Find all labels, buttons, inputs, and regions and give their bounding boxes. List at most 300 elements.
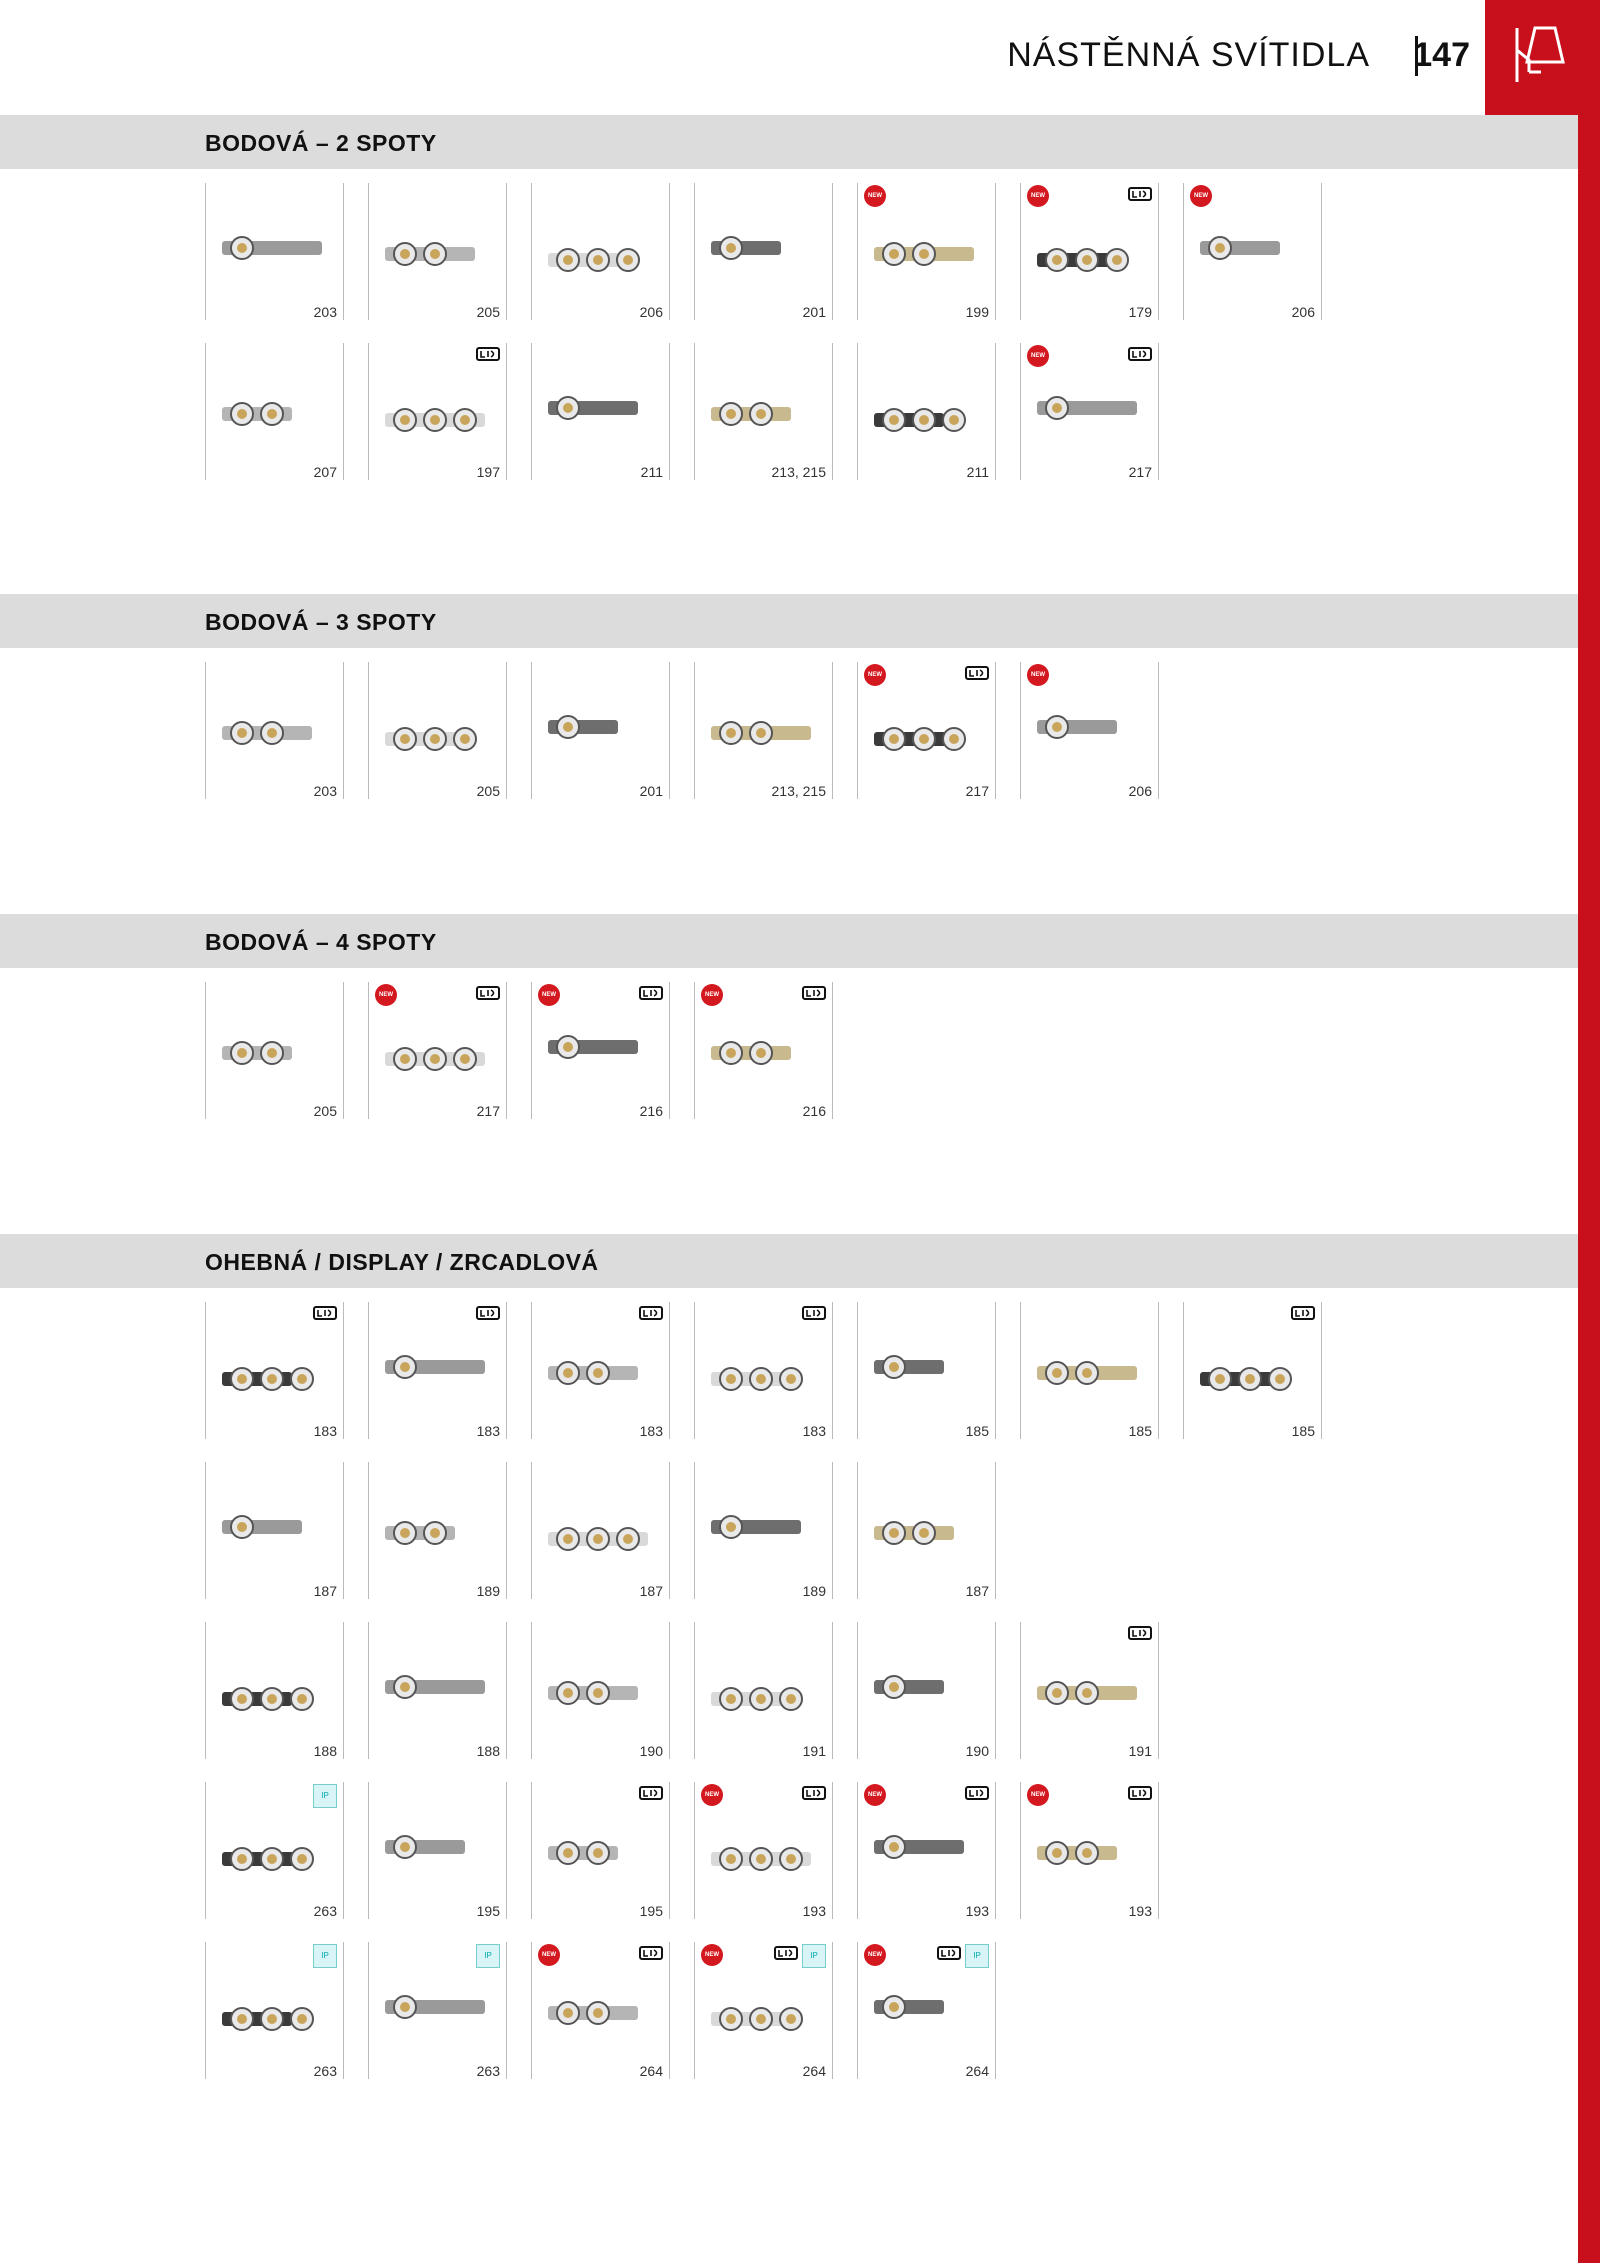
new-badge-icon: NEW [1190, 185, 1212, 207]
ip-rating-label: IP [810, 1951, 818, 1960]
product-image [1027, 1640, 1153, 1735]
page-reference: 179 [1128, 304, 1152, 320]
new-badge-icon: NEW [864, 1944, 886, 1966]
page-reference: 205 [313, 1103, 337, 1119]
product-card[interactable] [1020, 183, 1159, 320]
product-image [212, 1000, 338, 1095]
spot-lens [237, 1048, 247, 1058]
spot-lens [949, 415, 959, 425]
product-image [212, 680, 338, 775]
ip-rating-icon [313, 1944, 337, 1968]
product-card[interactable] [205, 1942, 344, 2079]
led-icon [1128, 1786, 1152, 1800]
product-image [212, 361, 338, 456]
spot-lens [1052, 403, 1062, 413]
spot-lens [563, 722, 573, 732]
spot-lens [1052, 1848, 1062, 1858]
product-image [375, 680, 501, 775]
page-reference: 189 [476, 1583, 500, 1599]
ip-rating-icon [476, 1944, 500, 1968]
spot-lens [267, 1048, 277, 1058]
spot-lens [400, 1842, 410, 1852]
spot-lens [267, 409, 277, 419]
page-reference: 264 [802, 2063, 826, 2079]
new-badge-icon: NEW [1027, 1784, 1049, 1806]
spot-lens [1275, 1374, 1285, 1384]
product-card[interactable] [694, 183, 833, 320]
product-card[interactable] [857, 1462, 996, 1599]
product-image [375, 1000, 501, 1095]
spot-lens [297, 1854, 307, 1864]
product-card[interactable] [1020, 343, 1159, 480]
new-badge-icon: NEW [375, 984, 397, 1006]
product-card[interactable] [1020, 1302, 1159, 1439]
product-image [701, 1320, 827, 1415]
spot-lens [1082, 1848, 1092, 1858]
ip-rating-label: IP [973, 1951, 981, 1960]
product-card[interactable] [857, 1302, 996, 1439]
product-card[interactable] [857, 1942, 996, 2079]
spot-lens [297, 1374, 307, 1384]
product-card[interactable] [368, 183, 507, 320]
led-icon [1128, 187, 1152, 201]
spot-lens [460, 1054, 470, 1064]
product-image [864, 201, 990, 296]
product-card[interactable] [205, 183, 344, 320]
product-image [538, 361, 664, 456]
product-image [538, 201, 664, 296]
product-image [212, 201, 338, 296]
product-card[interactable] [694, 343, 833, 480]
product-image [864, 1320, 990, 1415]
section-header [0, 594, 1578, 648]
led-icon [313, 1306, 337, 1320]
spot-lens [237, 1854, 247, 1864]
spot-lens [430, 1054, 440, 1064]
product-card[interactable] [531, 1942, 670, 2079]
spot-lens [593, 1534, 603, 1544]
ip-rating-label: IP [321, 1791, 329, 1800]
spot-lens [400, 1682, 410, 1692]
page-reference: 203 [313, 304, 337, 320]
product-image [1027, 680, 1153, 775]
product-image [1027, 361, 1153, 456]
spot-lens [563, 1848, 573, 1858]
product-image [1027, 201, 1153, 296]
spot-lens [1052, 1688, 1062, 1698]
page-reference: 187 [313, 1583, 337, 1599]
product-image [864, 361, 990, 456]
wall-lamp-icon [1507, 20, 1577, 90]
page-reference: 193 [802, 1903, 826, 1919]
new-badge-icon: NEW [1027, 185, 1049, 207]
spot-lens [430, 249, 440, 259]
led-icon [965, 666, 989, 680]
product-card[interactable] [368, 1622, 507, 1759]
new-badge-icon: NEW [864, 664, 886, 686]
spot-lens [756, 1854, 766, 1864]
product-image [864, 1960, 990, 2055]
product-card[interactable] [368, 1462, 507, 1599]
new-badge-icon: NEW [538, 1944, 560, 1966]
spot-lens [267, 728, 277, 738]
product-card[interactable] [205, 1462, 344, 1599]
new-badge-icon: NEW [864, 1784, 886, 1806]
product-card[interactable] [531, 982, 670, 1119]
page-number: 147 [1413, 36, 1470, 74]
page-reference: 183 [802, 1423, 826, 1439]
product-image [1190, 201, 1316, 296]
spot-lens [1082, 255, 1092, 265]
product-image [375, 201, 501, 296]
product-card[interactable] [368, 1942, 507, 2079]
new-badge-icon: NEW [864, 185, 886, 207]
spot-lens [400, 415, 410, 425]
spot-lens [726, 1522, 736, 1532]
product-image [864, 1800, 990, 1895]
page-reference: 206 [1128, 783, 1152, 799]
product-card[interactable] [694, 982, 833, 1119]
product-image [375, 1320, 501, 1415]
spot-lens [1215, 243, 1225, 253]
page-reference: 183 [476, 1423, 500, 1439]
spot-lens [623, 1534, 633, 1544]
section-header [0, 115, 1578, 169]
product-image [864, 1480, 990, 1575]
product-card[interactable] [531, 1302, 670, 1439]
page-reference: 217 [965, 783, 989, 799]
product-card[interactable] [205, 1622, 344, 1759]
spot-lens [1082, 1688, 1092, 1698]
page-reference: 263 [313, 1903, 337, 1919]
spot-lens [400, 734, 410, 744]
spot-lens [297, 2014, 307, 2024]
product-card[interactable] [531, 662, 670, 799]
page-reference: 211 [966, 464, 989, 480]
product-card[interactable] [694, 1622, 833, 1759]
product-card[interactable] [205, 343, 344, 480]
spot-lens [593, 1848, 603, 1858]
page-reference: 217 [476, 1103, 500, 1119]
page-reference: 264 [639, 2063, 663, 2079]
product-image [701, 361, 827, 456]
spot-lens [726, 2014, 736, 2024]
section-header [0, 1234, 1578, 1288]
spot-lens [786, 2014, 796, 2024]
section-title: BODOVÁ – 2 SPOTY [205, 130, 437, 156]
spot-lens [1052, 255, 1062, 265]
spot-lens [267, 1854, 277, 1864]
page-reference: 187 [965, 1583, 989, 1599]
product-image [701, 1800, 827, 1895]
led-icon [476, 986, 500, 1000]
page-reference: 195 [639, 1903, 663, 1919]
page-reference: 205 [476, 783, 500, 799]
page-reference: 197 [476, 464, 500, 480]
spot-lens [430, 1528, 440, 1538]
spot-lens [1215, 1374, 1225, 1384]
spot-lens [756, 2014, 766, 2024]
spot-lens [460, 415, 470, 425]
page-reference: 190 [965, 1743, 989, 1759]
page-reference: 201 [802, 304, 826, 320]
new-badge-icon: NEW [1027, 664, 1049, 686]
spot-lens [237, 728, 247, 738]
spot-lens [267, 2014, 277, 2024]
product-image [212, 1640, 338, 1735]
spot-lens [563, 2008, 573, 2018]
spot-lens [726, 409, 736, 419]
product-image [701, 1480, 827, 1575]
product-image [1190, 1320, 1316, 1415]
page-reference: 183 [313, 1423, 337, 1439]
spot-lens [889, 1528, 899, 1538]
product-image [864, 680, 990, 775]
product-image [375, 1640, 501, 1735]
spot-lens [726, 1854, 736, 1864]
led-icon [639, 1306, 663, 1320]
spot-lens [1082, 1368, 1092, 1378]
spot-lens [267, 1694, 277, 1704]
product-card[interactable] [368, 1302, 507, 1439]
product-card[interactable] [857, 343, 996, 480]
product-card[interactable] [857, 183, 996, 320]
spot-lens [756, 1048, 766, 1058]
spot-lens [563, 403, 573, 413]
page-reference: 188 [313, 1743, 337, 1759]
ip-rating-icon [802, 1944, 826, 1968]
product-card[interactable] [1020, 1782, 1159, 1919]
product-card[interactable] [205, 662, 344, 799]
product-card[interactable] [531, 183, 670, 320]
product-card[interactable] [1020, 662, 1159, 799]
spot-lens [919, 415, 929, 425]
led-icon [965, 1786, 989, 1800]
new-badge-icon: NEW [701, 984, 723, 1006]
spot-lens [237, 2014, 247, 2024]
spot-lens [889, 1842, 899, 1852]
product-image [375, 1960, 501, 2055]
spot-lens [400, 1528, 410, 1538]
spot-lens [400, 249, 410, 259]
section-header [0, 914, 1578, 968]
page-reference: 213, 215 [771, 783, 826, 799]
product-card[interactable] [1183, 1302, 1322, 1439]
product-card[interactable] [1020, 1622, 1159, 1759]
page-reference: 185 [1128, 1423, 1152, 1439]
led-icon [476, 1306, 500, 1320]
led-icon [1128, 1626, 1152, 1640]
spot-lens [726, 728, 736, 738]
led-icon [639, 986, 663, 1000]
led-icon [639, 1786, 663, 1800]
product-image [212, 1960, 338, 2055]
spot-lens [623, 255, 633, 265]
page-reference: 213, 215 [771, 464, 826, 480]
product-image [864, 1640, 990, 1735]
product-card[interactable] [694, 1942, 833, 2079]
led-icon [1128, 347, 1152, 361]
spot-lens [237, 1522, 247, 1532]
spot-lens [889, 734, 899, 744]
page-reference: 183 [639, 1423, 663, 1439]
product-image [538, 1640, 664, 1735]
product-image [212, 1320, 338, 1415]
red-edge-bar [1578, 0, 1600, 2263]
spot-lens [889, 249, 899, 259]
spot-lens [1052, 1368, 1062, 1378]
spot-lens [949, 734, 959, 744]
page-reference: 264 [965, 2063, 989, 2079]
spot-lens [593, 1368, 603, 1378]
page-reference: 190 [639, 1743, 663, 1759]
page-reference: 203 [313, 783, 337, 799]
spot-lens [400, 1054, 410, 1064]
page-reference: 205 [476, 304, 500, 320]
product-card[interactable] [531, 1622, 670, 1759]
ip-rating-label: IP [484, 1951, 492, 1960]
product-card[interactable] [857, 1622, 996, 1759]
page-reference: 193 [965, 1903, 989, 1919]
spot-lens [1245, 1374, 1255, 1384]
product-image [212, 1480, 338, 1575]
product-image [538, 1000, 664, 1095]
page-reference: 211 [640, 464, 663, 480]
new-badge-icon: NEW [701, 1784, 723, 1806]
spot-lens [786, 1374, 796, 1384]
page-reference: 185 [1291, 1423, 1315, 1439]
page-reference: 201 [639, 783, 663, 799]
product-card[interactable] [857, 662, 996, 799]
spot-lens [919, 734, 929, 744]
page-reference: 199 [965, 304, 989, 320]
spot-lens [726, 1374, 736, 1384]
spot-lens [889, 1682, 899, 1692]
spot-lens [889, 415, 899, 425]
page-reference: 195 [476, 1903, 500, 1919]
spot-lens [237, 243, 247, 253]
product-card[interactable] [368, 343, 507, 480]
led-icon [639, 1946, 663, 1960]
ip-rating-label: IP [321, 1951, 329, 1960]
product-image [212, 1800, 338, 1895]
spot-lens [297, 1694, 307, 1704]
product-card[interactable] [1183, 183, 1322, 320]
product-image [538, 680, 664, 775]
spot-lens [1112, 255, 1122, 265]
led-icon [802, 1306, 826, 1320]
product-image [375, 1480, 501, 1575]
product-card[interactable] [531, 1782, 670, 1919]
led-icon [937, 1946, 961, 1960]
page-reference: 263 [476, 2063, 500, 2079]
spot-lens [919, 1528, 929, 1538]
product-image [701, 680, 827, 775]
page-reference: 216 [802, 1103, 826, 1119]
product-card[interactable] [857, 1782, 996, 1919]
spot-lens [756, 409, 766, 419]
product-card[interactable] [531, 343, 670, 480]
section-title: OHEBNÁ / DISPLAY / ZRCADLOVÁ [205, 1249, 599, 1275]
led-icon [774, 1946, 798, 1960]
spot-lens [593, 255, 603, 265]
product-card[interactable] [368, 982, 507, 1119]
product-card[interactable] [205, 1782, 344, 1919]
product-card[interactable] [694, 1462, 833, 1599]
spot-lens [786, 1854, 796, 1864]
page-reference: 191 [1128, 1743, 1152, 1759]
product-card[interactable] [368, 1782, 507, 1919]
spot-lens [400, 2002, 410, 2012]
product-card[interactable] [368, 662, 507, 799]
spot-lens [400, 1362, 410, 1372]
spot-lens [756, 728, 766, 738]
page-reference: 216 [639, 1103, 663, 1119]
product-image [701, 1640, 827, 1735]
spot-lens [919, 249, 929, 259]
product-image [701, 201, 827, 296]
ip-rating-icon [965, 1944, 989, 1968]
section-title: BODOVÁ – 3 SPOTY [205, 609, 437, 635]
product-image [538, 1480, 664, 1575]
page-reference: 191 [802, 1743, 826, 1759]
page-reference: 263 [313, 2063, 337, 2079]
page-reference: 185 [965, 1423, 989, 1439]
product-image [538, 1960, 664, 2055]
spot-lens [460, 734, 470, 744]
spot-lens [726, 1048, 736, 1058]
product-card[interactable] [205, 982, 344, 1119]
spot-lens [593, 1688, 603, 1698]
product-image [701, 1960, 827, 2055]
page-reference: 188 [476, 1743, 500, 1759]
product-image [538, 1320, 664, 1415]
spot-lens [563, 1368, 573, 1378]
spot-lens [267, 1374, 277, 1384]
spot-lens [756, 1374, 766, 1384]
spot-lens [563, 1534, 573, 1544]
product-card[interactable] [205, 1302, 344, 1439]
page-reference: 193 [1128, 1903, 1152, 1919]
led-icon [802, 1786, 826, 1800]
led-icon [476, 347, 500, 361]
product-image [1027, 1800, 1153, 1895]
spot-lens [889, 1362, 899, 1372]
led-icon [1291, 1306, 1315, 1320]
product-card[interactable] [694, 1302, 833, 1439]
spot-lens [1052, 722, 1062, 732]
product-image [701, 1000, 827, 1095]
product-card[interactable] [531, 1462, 670, 1599]
page-reference: 217 [1128, 464, 1152, 480]
product-card[interactable] [694, 1782, 833, 1919]
page-reference: 207 [313, 464, 337, 480]
product-card[interactable] [694, 662, 833, 799]
spot-lens [593, 2008, 603, 2018]
spot-lens [563, 1688, 573, 1698]
led-icon [802, 986, 826, 1000]
product-image [538, 1800, 664, 1895]
page-reference: 187 [639, 1583, 663, 1599]
spot-lens [237, 1374, 247, 1384]
spot-lens [237, 1694, 247, 1704]
section-title: BODOVÁ – 4 SPOTY [205, 929, 437, 955]
new-badge-icon: NEW [1027, 345, 1049, 367]
spot-lens [726, 1694, 736, 1704]
page-reference: 189 [802, 1583, 826, 1599]
category-tab [1485, 0, 1600, 115]
spot-lens [563, 1042, 573, 1052]
